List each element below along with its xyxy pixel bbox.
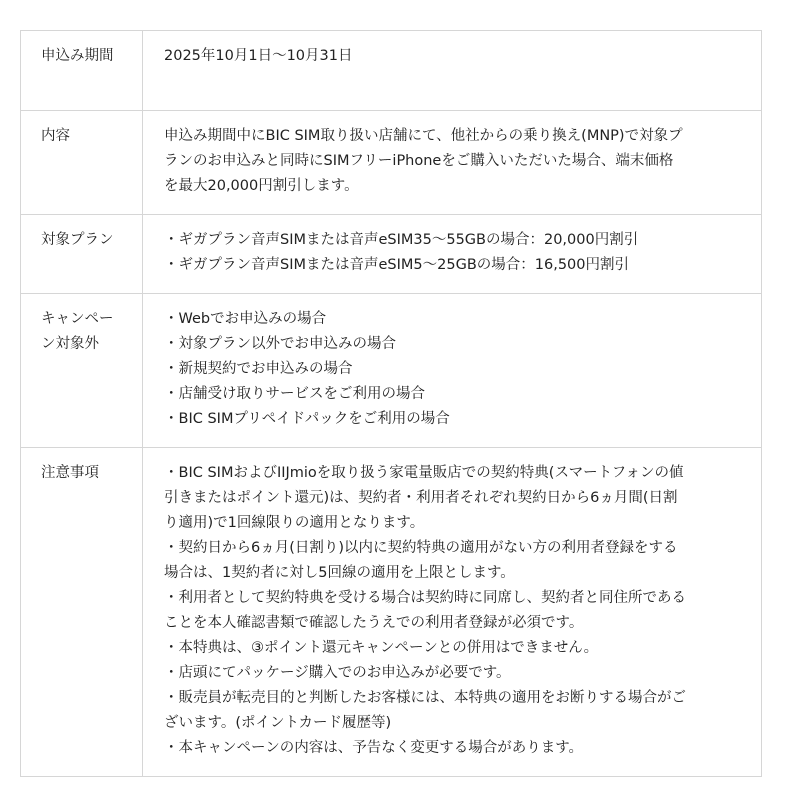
row-label <box>21 294 143 448</box>
value-line: ランのお申込みと同時にSIMフリーiPhoneをご購入いただいた場合、端末価格 <box>164 153 674 169</box>
row-label-text: 注意事項 <box>41 465 99 481</box>
value-line: ・契約日から6ヵ月(日割り)以内に契約特典の適用がない方の利用者登録をする <box>164 540 678 556</box>
table-row-content <box>21 111 762 215</box>
table-row-campaign-exclusions <box>21 294 762 448</box>
row-label-text: 対象プラン <box>41 232 114 248</box>
value-line: ・BIC SIMプリペイドパックをご利用の場合 <box>164 411 450 427</box>
table-row-application-period <box>21 31 762 111</box>
row-value <box>143 448 762 777</box>
value-line: り適用)で1回線限りの適用となります。 <box>164 515 425 531</box>
row-label-text: キャンペー <box>41 311 114 327</box>
value-line: 引きまたはポイント還元)は、契約者・利用者それぞれ契約日から6ヵ月間(日割 <box>164 490 678 506</box>
value-line: ざいます。(ポイントカード履歴等) <box>164 715 392 731</box>
value-line: 場合は、1契約者に対し5回線の適用を上限とします。 <box>164 565 515 581</box>
row-label-text: 申込み期間 <box>41 48 114 64</box>
row-label-text: 内容 <box>41 128 70 144</box>
value-line: ・BIC SIMおよびIIJmioを取り扱う家電量販店での契約特典(スマートフォンの値 <box>164 465 684 481</box>
value-line: ・利用者として契約特典を受ける場合は契約時に同席し、契約者と同住所である <box>164 590 686 606</box>
row-label <box>21 111 143 215</box>
row-value <box>143 215 762 294</box>
row-value <box>143 31 762 111</box>
value-line: ・本キャンペーンの内容は、予告なく変更する場合があります。 <box>164 740 584 756</box>
value-line: ・ギガプラン音声SIMまたは音声eSIM35〜55GBの場合：20,000円割引 <box>164 232 639 248</box>
value-line: ・本特典は、③ポイント還元キャンペーンとの併用はできません。 <box>164 640 599 656</box>
value-line: 2025年10月1日〜10月31日 <box>164 48 353 64</box>
value-line: ・対象プラン以外でお申込みの場合 <box>164 336 396 352</box>
table-row-notes <box>21 448 762 777</box>
value-line: ・ギガプラン音声SIMまたは音声eSIM5〜25GBの場合：16,500円割引 <box>164 257 629 273</box>
table-row-target-plans <box>21 215 762 294</box>
row-label <box>21 31 143 111</box>
row-value <box>143 294 762 448</box>
row-label <box>21 215 143 294</box>
row-label <box>21 448 143 777</box>
value-line: ・新規契約でお申込みの場合 <box>164 361 353 377</box>
campaign-terms-table <box>20 30 762 777</box>
value-line: ・販売員が転売目的と判断したお客様には、本特典の適用をお断りする場合がご <box>164 690 686 706</box>
value-line: ・店頭にてパッケージ購入でのお申込みが必要です。 <box>164 665 511 681</box>
value-line: を最大20,000円割引します。 <box>164 178 359 194</box>
value-line: ・Webでお申込みの場合 <box>164 311 327 327</box>
value-line: ことを本人確認書類で確認したうえでの利用者登録が必須です。 <box>164 615 584 631</box>
value-line: 申込み期間中にBIC SIM取り扱い店舗にて、他社からの乗り換え(MNP)で対象プ <box>164 128 683 144</box>
row-value <box>143 111 762 215</box>
value-line: ・店舗受け取りサービスをご利用の場合 <box>164 386 425 402</box>
row-label-text: ン対象外 <box>41 336 99 352</box>
